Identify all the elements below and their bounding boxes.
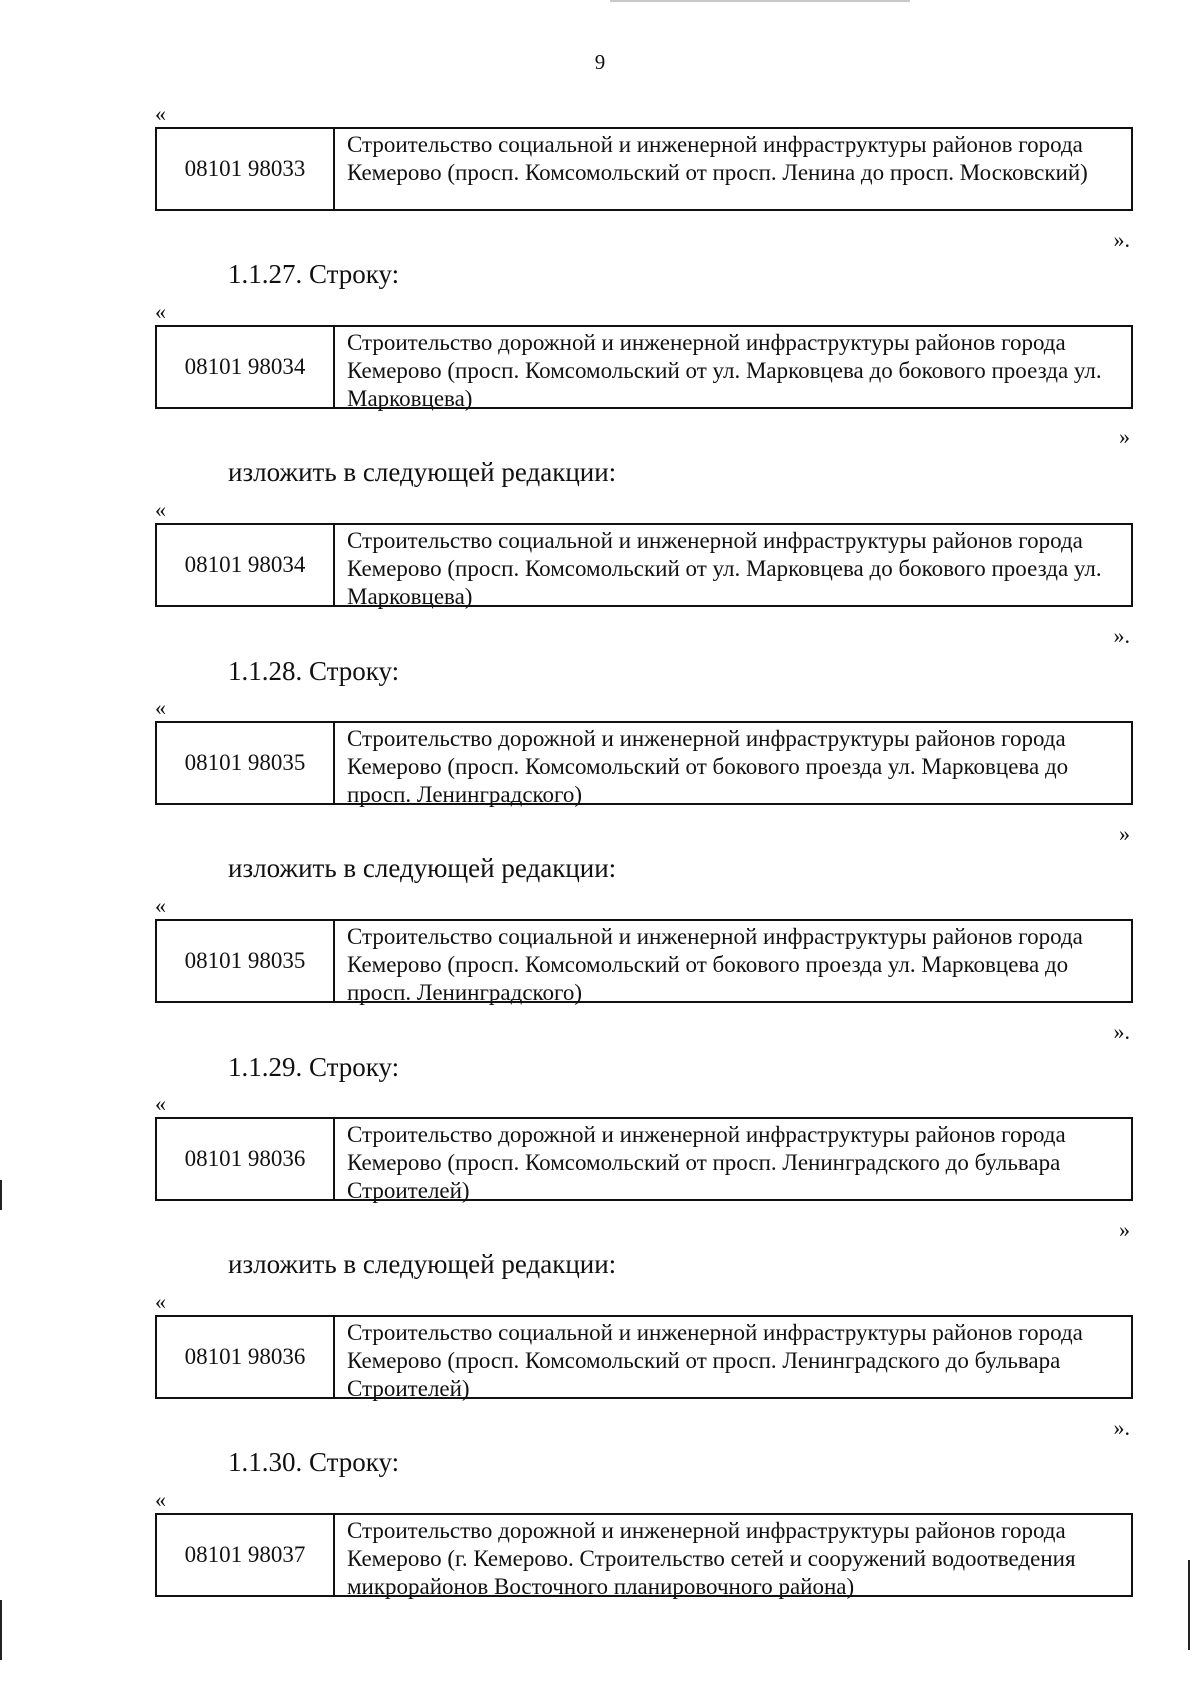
budget-code-table [155, 1315, 1133, 1399]
open-quote: « [155, 893, 166, 918]
budget-code-cell: 08101 98035 [157, 921, 335, 1001]
close-quote: » [1119, 821, 1130, 846]
section-heading: изложить в следующей редакции: [228, 853, 617, 883]
budget-code-cell: 08101 98036 [157, 1317, 335, 1397]
page-number: 9 [594, 50, 606, 74]
budget-code-cell: 08101 98034 [157, 327, 335, 407]
budget-description-cell: Строительство дорожной и инженерной инфраструктуры районов города Кемерово (просп. Комсомольский от просп. Ленинградского до бульвара Строителей) [347, 1122, 1066, 1203]
budget-code-cell: 08101 98034 [157, 525, 335, 605]
open-quote: « [155, 299, 166, 324]
close-quote: » [1119, 1217, 1130, 1242]
budget-code-cell: 08101 98037 [157, 1515, 335, 1595]
open-quote: « [155, 497, 166, 522]
budget-code-table [155, 325, 1133, 409]
budget-code-table [155, 1117, 1133, 1201]
section-heading: изложить в следующей редакции: [228, 1249, 617, 1279]
open-quote: « [155, 695, 166, 720]
section-heading: 1.1.30. Строку: [228, 1447, 400, 1477]
open-quote: « [155, 1289, 166, 1314]
close-quote: ». [1113, 1019, 1130, 1044]
budget-code-cell: 08101 98035 [157, 723, 335, 803]
section-heading: изложить в следующей редакции: [228, 457, 617, 487]
open-quote: « [155, 1487, 166, 1512]
scan-margin-mark [1188, 1560, 1190, 1650]
scan-top-rule [610, 0, 910, 2]
budget-description-cell: Строительство социальной и инженерной инфраструктуры районов города Кемерово (просп. Комсомольский от ул. Марковцева до бокового проезда ул. Марковцева) [347, 528, 1102, 609]
close-quote: » [1119, 424, 1130, 449]
open-quote: « [155, 101, 166, 126]
close-quote: ». [1113, 623, 1130, 648]
scan-margin-mark [0, 1600, 2, 1660]
budget-code-table [155, 721, 1133, 805]
budget-description-cell: Строительство дорожной и инженерной инфраструктуры районов города Кемерово (г. Кемерово. Строительство сетей и сооружений водоотведения микрорайонов Восточного планировочного района) [347, 1518, 1076, 1599]
budget-code-cell: 08101 98036 [157, 1119, 335, 1199]
budget-description-cell: Строительство дорожной и инженерной инфраструктуры районов города Кемерово (просп. Комсомольский от ул. Марковцева до бокового проезда ул. Марковцева) [347, 330, 1102, 411]
budget-description-cell: Строительство социальной и инженерной инфраструктуры районов города Кемерово (просп. Комсомольский от просп. Ленинградского до бульвара Строителей) [347, 1320, 1083, 1401]
close-quote: ». [1113, 227, 1130, 252]
close-quote: ». [1113, 1415, 1130, 1440]
budget-description-cell: Строительство дорожной и инженерной инфраструктуры районов города Кемерово (просп. Комсомольский от бокового проезда ул. Марковцева до просп. Ленинградского) [347, 726, 1069, 807]
budget-code-table [155, 127, 1133, 211]
budget-code-table [155, 523, 1133, 607]
section-heading: 1.1.28. Строку: [228, 656, 400, 686]
budget-code-table [155, 919, 1133, 1003]
budget-description-cell: Строительство социальной и инженерной инфраструктуры районов города Кемерово (просп. Комсомольский от просп. Ленина до просп. Московский) [347, 132, 1088, 185]
scan-margin-mark [0, 1180, 2, 1210]
budget-code-cell: 08101 98033 [157, 129, 335, 209]
section-heading: 1.1.29. Строку: [228, 1052, 400, 1082]
budget-code-table [155, 1513, 1133, 1597]
section-heading: 1.1.27. Строку: [228, 259, 400, 289]
budget-description-cell: Строительство социальной и инженерной инфраструктуры районов города Кемерово (просп. Комсомольский от бокового проезда ул. Марковцева до просп. Ленинградского) [347, 924, 1083, 1005]
open-quote: « [155, 1091, 166, 1116]
